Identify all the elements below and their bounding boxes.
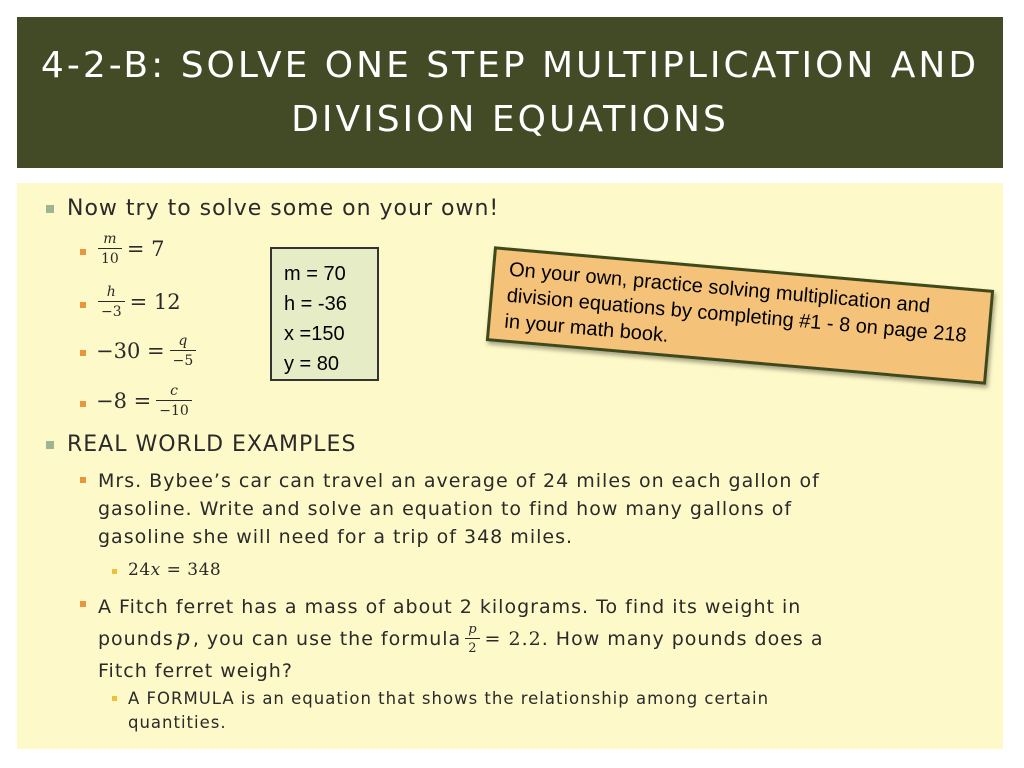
bullet-marker (80, 601, 86, 607)
ferret-rhs: = 2.2 (484, 628, 542, 650)
title-bar (17, 17, 1003, 168)
fraction-numerator: h (106, 284, 116, 300)
bullet-marker (112, 696, 117, 701)
equation-lhs: −30 = (96, 339, 165, 363)
ferret-text: . How many pounds does a (541, 628, 824, 650)
equation-rhs: = 7 (126, 237, 165, 261)
fraction-numerator: q (178, 333, 188, 349)
bullet-marker (46, 441, 54, 449)
fraction (170, 334, 197, 368)
answer-y: y = 80 (284, 353, 340, 375)
slide-title: 4-2-B: SOLVE ONE STEP MULTIPLICATION AND DIVISION EQUATIONS (40, 44, 980, 140)
fraction-numerator: m (103, 231, 117, 247)
answer-m: m = 70 (284, 263, 346, 285)
car-equation: 24𝑥 = 348 (128, 560, 222, 580)
formula-line-2: quantities. (128, 713, 227, 732)
fraction-denominator: −5 (170, 350, 197, 368)
ferret-fraction (465, 623, 480, 655)
fraction-denominator: 10 (98, 248, 122, 266)
ferret-line-1: A Fitch ferret has a mass of about 2 kilograms. To find its weight in (98, 596, 802, 618)
bullet-marker (80, 350, 86, 356)
formula-line-1: A FORMULA is an equation that shows the relationship among certain (128, 689, 770, 708)
equation-rhs: = 12 (129, 290, 181, 314)
equation-4 (96, 384, 197, 418)
fraction (98, 232, 122, 266)
ferret-variable: 𝑝 (175, 626, 191, 651)
bullet-marker (46, 205, 54, 213)
bullet-marker (80, 477, 86, 483)
equation-1 (93, 232, 164, 266)
practice-callout: On your own, practice solving multiplication and division equations by completing #1 - 8 on page 218 in your math book. (486, 246, 994, 384)
equation-lhs: −8 = (96, 389, 152, 413)
car-line-1: Mrs. Bybee’s car can travel an average of 24 miles on each gallon of (98, 470, 820, 492)
car-line-3: gasoline she will need for a trip of 348 miles. (98, 526, 574, 548)
car-line-2: gasoline. Write and solve an equation to find how many gallons of (98, 498, 793, 520)
bullet-try-own: Now try to solve some on your own! (67, 196, 500, 221)
bullet-marker (80, 401, 86, 407)
fraction-denominator: 2 (465, 638, 480, 655)
ferret-text: , you can use the formula (192, 628, 462, 650)
ferret-line-3: Fitch ferret weigh? (98, 660, 293, 682)
ferret-line-2 (98, 623, 998, 655)
answers-box (270, 247, 379, 381)
ferret-example (98, 591, 998, 687)
bullet-real-world: REAL WORLD EXAMPLES (67, 432, 357, 457)
formula-definition (128, 687, 988, 735)
equation-2 (93, 285, 181, 319)
bullet-marker (80, 302, 86, 308)
fraction (98, 285, 125, 319)
car-example (98, 467, 998, 551)
fraction-denominator: −3 (98, 301, 125, 319)
answer-x: x =150 (284, 323, 345, 345)
fraction (156, 384, 192, 418)
answer-h: h = -36 (284, 293, 347, 315)
bullet-marker (112, 569, 117, 574)
ferret-text: pounds (98, 628, 174, 650)
fraction-numerator: c (170, 383, 178, 399)
bullet-marker (80, 249, 86, 255)
fraction-denominator: −10 (156, 400, 192, 418)
fraction-numerator: p (468, 622, 478, 637)
equation-3 (96, 334, 201, 368)
